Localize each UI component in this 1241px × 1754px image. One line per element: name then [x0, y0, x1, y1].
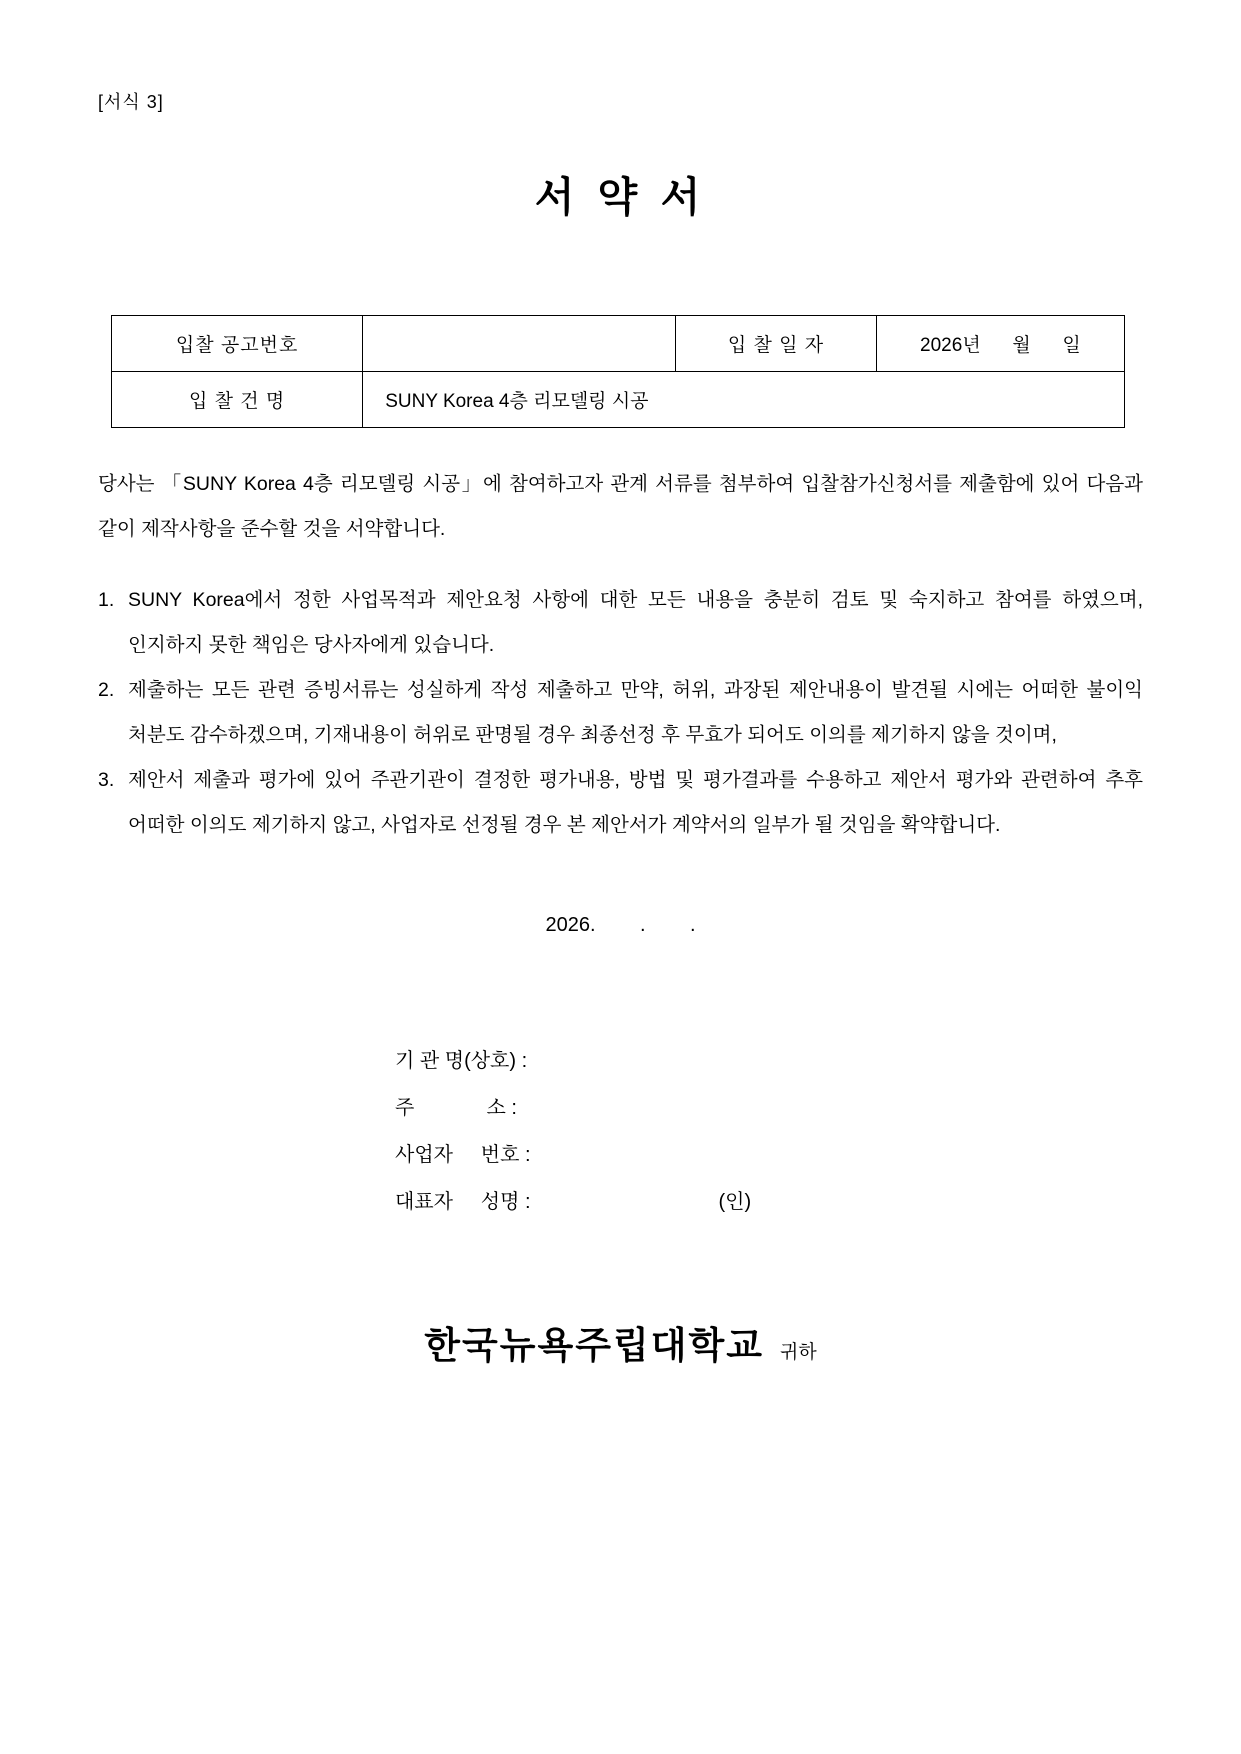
bid-notice-number-value [363, 316, 676, 372]
list-item-text: 제안서 제출과 평가에 있어 주관기관이 결정한 평가내용, 방법 및 평가결과를 수용하고 제안서 평가와 관련하여 추후 어떠한 이의도 제기하지 않고, 사업자로 선정될 경우 본 제안서가 계약서의 일부가 될 것임을 확약합니다. [128, 769, 1143, 836]
bid-title-label: 입 찰 건 명 [112, 372, 363, 428]
list-item-text: SUNY Korea에서 정한 사업목적과 제안요청 사항에 대한 모든 내용을 충분히 검토 및 숙지하고 참여를 하였으며, 인지하지 못한 책임은 당사자에게 있습니다. [128, 589, 1143, 656]
business-number-row [395, 1129, 1143, 1176]
bid-title-value: SUNY Korea 4층 리모델링 시공 [363, 372, 1125, 428]
list-item-number: 3. [98, 769, 115, 791]
list-item [98, 578, 1143, 668]
org-name-label: 기 관 명(상호) : [395, 1050, 528, 1072]
ceo-name-row [395, 1176, 1143, 1223]
list-item-number: 1. [98, 589, 115, 611]
list-item [98, 758, 1143, 848]
list-item-number: 2. [98, 679, 115, 701]
page-title: 서 약 서 [534, 174, 707, 220]
business-number-label: 사업자 번호 : [395, 1144, 531, 1166]
list-item [98, 668, 1143, 758]
form-number-label: [서식 3] [98, 92, 164, 112]
pledge-list [98, 578, 1143, 848]
address-label: 주 소 : [395, 1097, 517, 1119]
org-name-row [395, 1035, 1143, 1082]
recipient-org-name: 한국뉴욕주립대학교 [424, 1325, 764, 1366]
seal-placeholder: (인) [718, 1191, 752, 1213]
bid-date-label: 입 찰 일 자 [676, 316, 877, 372]
list-item-text: 제출하는 모든 관련 증빙서류는 성실하게 작성 제출하고 만약, 허위, 과장된 제안내용이 발견될 시에는 어떠한 불이익 처분도 감수하겠으며, 기재내용이 허위로 판명될 경우 최종선정 후 무효가 되어도 이의를 제기하지 않을 것이며, [128, 679, 1143, 746]
bid-notice-number-label: 입찰 공고번호 [112, 316, 363, 372]
bid-info-table [111, 315, 1125, 428]
table-row [112, 316, 1125, 372]
address-row [395, 1082, 1143, 1129]
recipient-honorific: 귀하 [779, 1342, 817, 1363]
date-line: 2026. . . [545, 914, 696, 936]
signature-block [395, 1035, 1143, 1223]
pledge-intro-paragraph: 당사는 「SUNY Korea 4층 리모델링 시공」에 참여하고자 관계 서류를 첨부하여 입찰참가신청서를 제출함에 있어 다음과 같이 제작사항을 준수할 것을 서약합니다. [98, 473, 1143, 540]
ceo-name-label: 대표자 성명 : [395, 1191, 531, 1213]
bid-date-value: 2026년 월 일 [876, 316, 1124, 372]
table-row [112, 372, 1125, 428]
recipient-line [98, 1315, 1143, 1369]
